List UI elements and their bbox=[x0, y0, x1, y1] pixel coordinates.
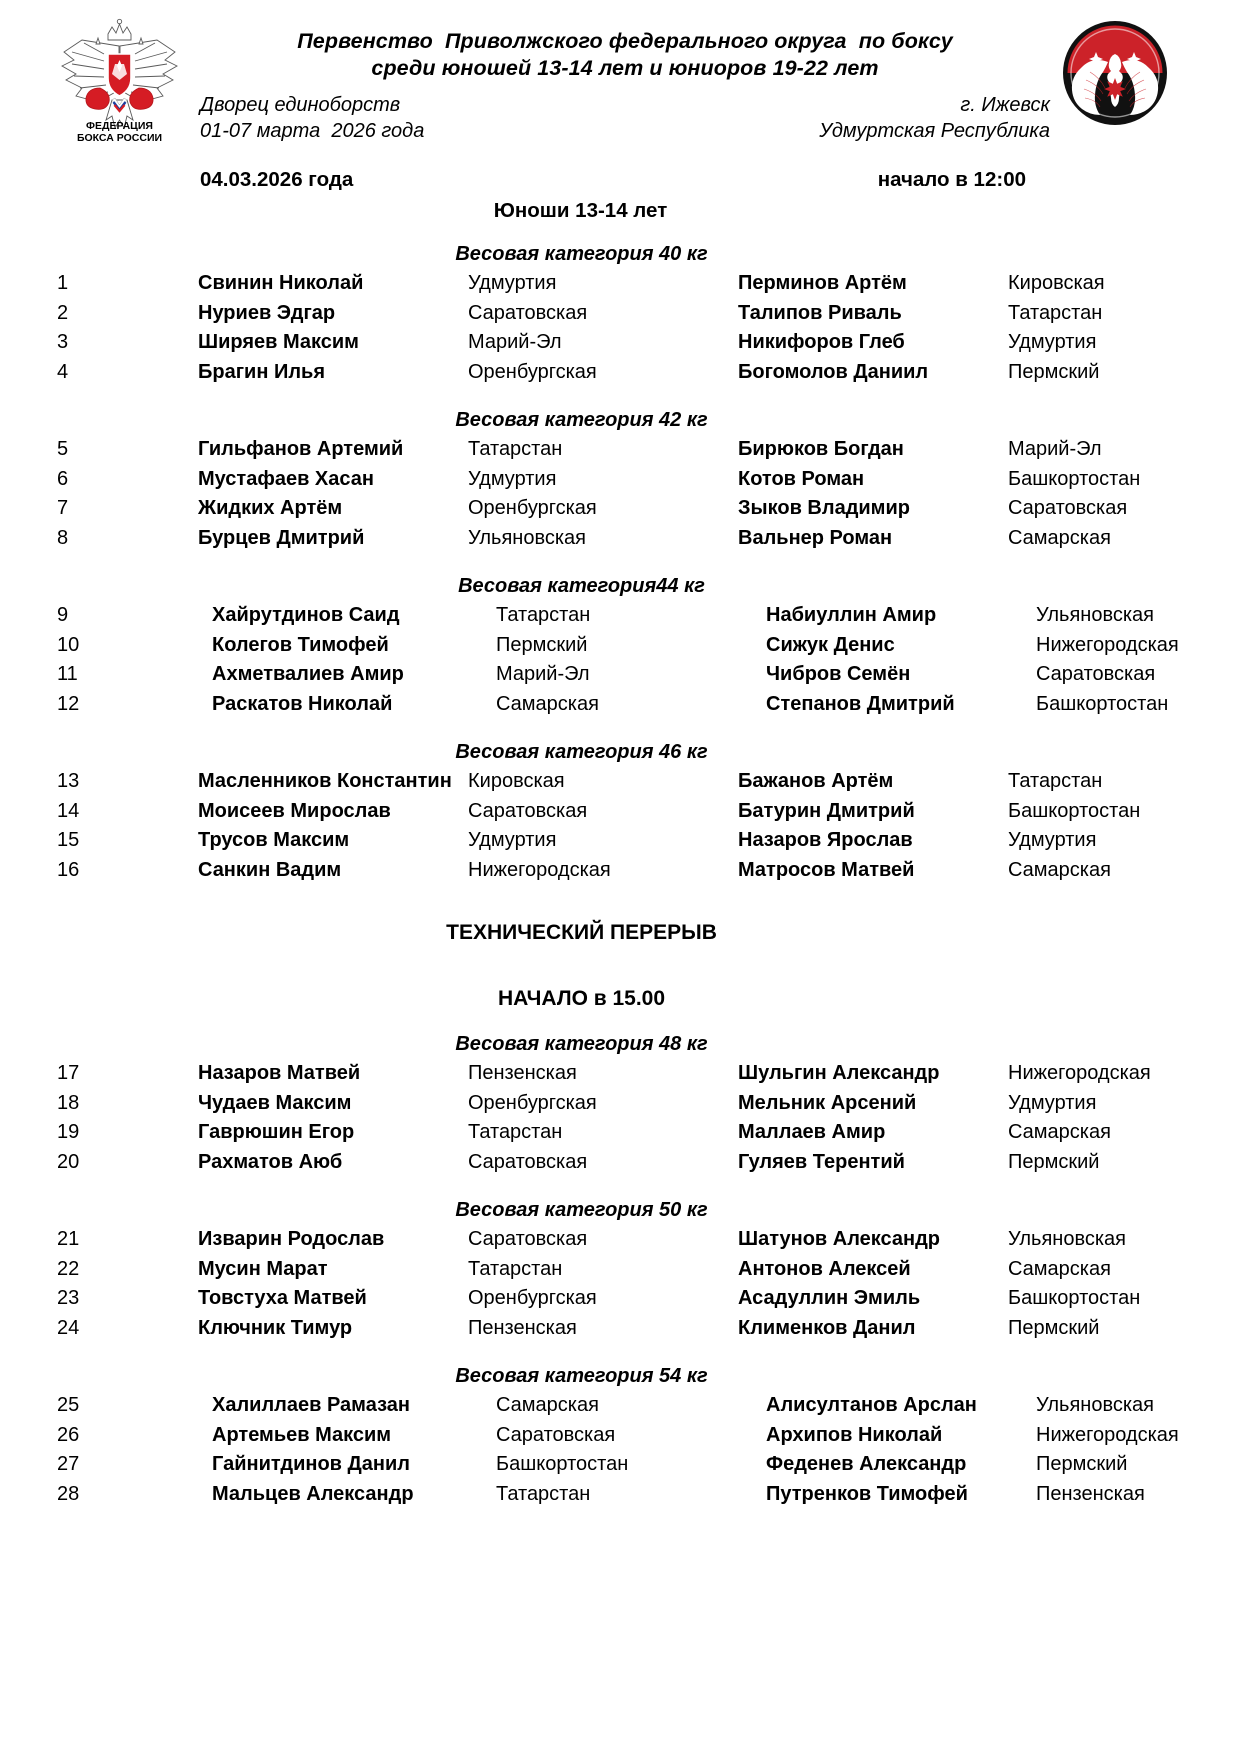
federation-caption-line1: ФЕДЕРАЦИЯ bbox=[86, 120, 153, 132]
blue-corner-region: Ульяновская bbox=[1036, 1394, 1154, 1416]
blue-corner-name: Перминов Артём bbox=[738, 272, 907, 294]
document-header bbox=[0, 0, 1241, 160]
bout-row bbox=[0, 1225, 1241, 1255]
red-corner-name: Моисеев Мирослав bbox=[198, 799, 391, 822]
bout-row bbox=[0, 1450, 1241, 1480]
weight-category-section bbox=[0, 741, 1241, 885]
red-corner-region: Пермский bbox=[496, 633, 588, 656]
bout-row bbox=[0, 1089, 1241, 1119]
blue-corner-name: Бирюков Богдан bbox=[738, 438, 904, 460]
blue-corner-name: Асадуллин Эмиль bbox=[738, 1287, 921, 1309]
weight-category-section bbox=[0, 1199, 1241, 1343]
red-corner-name: Раскатов Николай bbox=[212, 692, 393, 715]
blue-corner-name: Гуляев Терентий bbox=[738, 1150, 905, 1173]
red-corner-name: Гайнитдинов Данил bbox=[212, 1453, 410, 1475]
blue-corner-name: Архипов Николай bbox=[766, 1423, 943, 1446]
blue-corner-region: Пермский bbox=[1008, 1316, 1100, 1339]
blue-corner-region: Самарская bbox=[1008, 526, 1111, 549]
blue-corner-name: Феденев Александр bbox=[766, 1453, 967, 1475]
bout-number: 23 bbox=[57, 1287, 80, 1309]
red-corner-name: Назаров Матвей bbox=[198, 1062, 361, 1084]
red-corner-name: Изварин Родослав bbox=[198, 1228, 385, 1250]
bout-row bbox=[0, 1148, 1241, 1178]
bout-number: 1 bbox=[57, 272, 69, 294]
weight-category-title: Весовая категория 54 кг bbox=[455, 1365, 708, 1387]
red-corner-region: Татарстан bbox=[468, 1121, 563, 1143]
blue-corner-name: Котов Роман bbox=[738, 467, 865, 490]
weight-category-section bbox=[0, 1033, 1241, 1177]
red-corner-region: Саратовская bbox=[468, 301, 588, 324]
federation-caption-line2: БОКСА РОССИИ bbox=[76, 132, 163, 144]
bout-table bbox=[0, 1391, 1241, 1509]
blue-corner-region: Пермский bbox=[1036, 1453, 1128, 1475]
blue-corner-name: Набиуллин Амир bbox=[766, 604, 937, 626]
blue-corner-region: Саратовская bbox=[1008, 497, 1128, 519]
red-corner-region: Оренбургская bbox=[468, 360, 597, 383]
bout-number: 5 bbox=[57, 438, 69, 460]
red-corner-region: Самарская bbox=[496, 1394, 599, 1416]
bout-row bbox=[0, 435, 1241, 465]
red-corner-region: Саратовская bbox=[496, 1423, 616, 1446]
bout-number: 10 bbox=[57, 633, 80, 656]
city-name: г. Ижевск bbox=[960, 94, 1050, 116]
venue-row-2 bbox=[200, 118, 1050, 144]
event-title-line-1: Первенство Приволжского федерального округа по боксу bbox=[297, 29, 953, 53]
bout-number: 21 bbox=[57, 1228, 80, 1250]
red-corner-name: Чудаев Максим bbox=[198, 1091, 352, 1114]
blue-corner-name: Вальнер Роман bbox=[738, 526, 893, 549]
blue-corner-region: Пермский bbox=[1008, 360, 1100, 383]
bout-number: 27 bbox=[57, 1453, 80, 1475]
red-corner-region: Татарстан bbox=[496, 604, 591, 626]
session-datetime-row bbox=[0, 166, 1241, 194]
bout-number: 20 bbox=[57, 1150, 80, 1173]
red-corner-region: Оренбургская bbox=[468, 1287, 597, 1309]
bout-number: 4 bbox=[57, 360, 69, 383]
red-corner-name: Брагин Илья bbox=[198, 360, 326, 383]
blue-corner-region: Самарская bbox=[1008, 1121, 1111, 1143]
red-corner-name: Жидких Артём bbox=[198, 497, 343, 519]
blue-corner-name: Клименков Данил bbox=[738, 1316, 916, 1339]
red-corner-region: Кировская bbox=[468, 770, 565, 792]
event-dates: 01-07 марта 2026 года bbox=[200, 120, 425, 142]
bout-row bbox=[0, 1480, 1241, 1510]
bout-table bbox=[0, 1059, 1241, 1177]
red-corner-region: Оренбургская bbox=[468, 497, 597, 519]
red-corner-name: Ширяев Максим bbox=[198, 331, 359, 353]
weight-category-section bbox=[0, 1365, 1241, 1509]
bout-row bbox=[0, 826, 1241, 856]
bout-table bbox=[0, 435, 1241, 553]
blue-corner-name: Мельник Арсений bbox=[738, 1091, 917, 1114]
blue-corner-name: Чибров Семён bbox=[766, 663, 911, 685]
blue-corner-name: Бажанов Артём bbox=[738, 770, 894, 792]
bout-number: 18 bbox=[57, 1091, 80, 1114]
blue-corner-name: Матросов Матвей bbox=[738, 858, 915, 881]
bout-number: 11 bbox=[57, 663, 78, 685]
udmurt-republic-emblem bbox=[1060, 18, 1170, 128]
red-corner-region: Пензенская bbox=[468, 1062, 577, 1084]
red-corner-name: Халиллаев Рамазан bbox=[212, 1394, 410, 1416]
red-corner-region: Удмуртия bbox=[468, 272, 557, 294]
bout-row bbox=[0, 1118, 1241, 1148]
bout-number: 24 bbox=[57, 1316, 80, 1339]
blue-corner-region: Саратовская bbox=[1036, 663, 1156, 685]
blue-corner-name: Путренков Тимофей bbox=[766, 1482, 968, 1505]
red-corner-region: Пензенская bbox=[468, 1316, 577, 1339]
event-title-line-2: среди юношей 13-14 лет и юниоров 19-22 лет bbox=[371, 56, 879, 80]
red-corner-name: Бурцев Дмитрий bbox=[198, 526, 365, 549]
blue-corner-region: Башкортостан bbox=[1008, 467, 1141, 490]
bout-row bbox=[0, 328, 1241, 358]
boxing-federation-logo bbox=[52, 16, 187, 146]
blue-corner-name: Зыков Владимир bbox=[738, 497, 910, 519]
blue-corner-name: Антонов Алексей bbox=[738, 1257, 911, 1280]
red-corner-region: Башкортостан bbox=[496, 1453, 629, 1475]
weight-category-title: Весовая категория 42 кг bbox=[455, 409, 708, 431]
bout-number: 28 bbox=[57, 1482, 80, 1505]
bout-number: 17 bbox=[57, 1062, 80, 1084]
bout-number: 7 bbox=[57, 497, 69, 519]
red-corner-region: Удмуртия bbox=[468, 829, 557, 851]
red-corner-region: Марий-Эл bbox=[468, 331, 562, 353]
red-corner-name: Свинин Николай bbox=[198, 272, 364, 294]
blue-corner-region: Самарская bbox=[1008, 1257, 1111, 1280]
blue-corner-region: Пермский bbox=[1008, 1150, 1100, 1173]
bout-row bbox=[0, 299, 1241, 329]
red-corner-region: Саратовская bbox=[468, 799, 588, 822]
bout-row bbox=[0, 269, 1241, 299]
bout-row bbox=[0, 631, 1241, 661]
bout-table bbox=[0, 767, 1241, 885]
red-corner-name: Гильфанов Артемий bbox=[198, 438, 404, 460]
blue-corner-region: Татарстан bbox=[1008, 301, 1103, 324]
blue-corner-region: Пензенская bbox=[1036, 1482, 1145, 1505]
red-corner-name: Ключник Тимур bbox=[198, 1316, 353, 1339]
red-corner-name: Санкин Вадим bbox=[198, 858, 342, 881]
blue-corner-name: Сижук Денис bbox=[766, 633, 895, 656]
red-corner-region: Удмуртия bbox=[468, 467, 557, 490]
blue-corner-name: Назаров Ярослав bbox=[738, 829, 913, 851]
bout-row bbox=[0, 1314, 1241, 1344]
weight-category-title: Весовая категория 50 кг bbox=[455, 1199, 708, 1221]
bout-row bbox=[0, 797, 1241, 827]
blue-corner-region: Удмуртия bbox=[1008, 331, 1097, 353]
red-corner-name: Трусов Максим bbox=[198, 829, 350, 851]
resume-time-banner: НАЧАЛО в 15.00 bbox=[497, 987, 666, 1010]
red-corner-name: Товстуха Матвей bbox=[198, 1287, 367, 1309]
blue-corner-region: Башкортостан bbox=[1008, 1287, 1141, 1309]
bout-table bbox=[0, 601, 1241, 719]
blue-corner-region: Марий-Эл bbox=[1008, 438, 1102, 460]
bout-number: 16 bbox=[57, 858, 80, 881]
red-corner-region: Татарстан bbox=[468, 1257, 563, 1280]
event-title bbox=[200, 28, 1050, 82]
bout-row bbox=[0, 601, 1241, 631]
weight-category-section bbox=[0, 575, 1241, 719]
red-corner-region: Саратовская bbox=[468, 1228, 588, 1250]
blue-corner-name: Шульгин Александр bbox=[738, 1062, 940, 1084]
bout-number: 15 bbox=[57, 829, 80, 851]
weight-category-title: Весовая категория 46 кг bbox=[455, 741, 708, 763]
weight-category-section bbox=[0, 409, 1241, 553]
blue-corner-region: Нижегородская bbox=[1008, 1062, 1151, 1084]
bout-table bbox=[0, 1225, 1241, 1343]
blue-corner-name: Алисултанов Арслан bbox=[766, 1394, 977, 1416]
age-group-heading: Юноши 13-14 лет bbox=[493, 199, 668, 222]
red-corner-name: Рахматов Аюб bbox=[198, 1150, 343, 1173]
blue-corner-name: Степанов Дмитрий bbox=[766, 692, 955, 715]
red-corner-region: Оренбургская bbox=[468, 1091, 597, 1114]
red-corner-region: Нижегородская bbox=[468, 858, 611, 881]
blue-corner-name: Шатунов Александр bbox=[738, 1228, 941, 1250]
blue-corner-region: Татарстан bbox=[1008, 770, 1103, 792]
bout-row bbox=[0, 767, 1241, 797]
red-corner-name: Артемьев Максим bbox=[212, 1423, 392, 1446]
technical-break-banner: ТЕХНИЧЕСКИЙ ПЕРЕРЫВ bbox=[446, 921, 717, 944]
blue-corner-region: Кировская bbox=[1008, 272, 1105, 294]
red-corner-name: Ахметвалиев Амир bbox=[212, 663, 404, 685]
weight-category-title: Весовая категория 40 кг bbox=[455, 243, 708, 265]
blue-corner-name: Батурин Дмитрий bbox=[738, 799, 915, 822]
bout-row bbox=[0, 690, 1241, 720]
blue-corner-name: Богомолов Даниил bbox=[738, 360, 929, 383]
red-corner-name: Мальцев Александр bbox=[212, 1482, 414, 1505]
bout-table bbox=[0, 269, 1241, 387]
bout-row bbox=[0, 1391, 1241, 1421]
bout-row bbox=[0, 660, 1241, 690]
weight-category-title: Весовая категория 48 кг bbox=[455, 1033, 708, 1055]
bout-number: 3 bbox=[57, 331, 69, 353]
red-corner-name: Мустафаев Хасан bbox=[198, 467, 374, 490]
bout-number: 19 bbox=[57, 1121, 80, 1143]
bout-row bbox=[0, 1059, 1241, 1089]
bout-number: 6 bbox=[57, 467, 69, 490]
bout-row bbox=[0, 856, 1241, 886]
bout-row bbox=[0, 1255, 1241, 1285]
venue-name: Дворец единоборств bbox=[200, 94, 401, 116]
red-corner-region: Саратовская bbox=[468, 1150, 588, 1173]
bout-number: 9 bbox=[57, 604, 69, 626]
blue-corner-name: Никифоров Глеб bbox=[738, 331, 905, 353]
bout-number: 2 bbox=[57, 301, 69, 324]
red-corner-region: Марий-Эл bbox=[496, 663, 590, 685]
weight-category-sections bbox=[0, 243, 1241, 1509]
blue-corner-region: Ульяновская bbox=[1008, 1228, 1126, 1250]
blue-corner-region: Удмуртия bbox=[1008, 1091, 1097, 1114]
blue-corner-region: Удмуртия bbox=[1008, 829, 1097, 851]
blue-corner-name: Маллаев Амир bbox=[738, 1121, 886, 1143]
red-corner-region: Татарстан bbox=[496, 1482, 591, 1505]
red-corner-region: Самарская bbox=[496, 692, 599, 715]
region-name: Удмуртская Республика bbox=[819, 120, 1050, 142]
blue-corner-region: Башкортостан bbox=[1036, 692, 1169, 715]
bout-number: 13 bbox=[57, 770, 80, 792]
bout-row bbox=[0, 524, 1241, 554]
bout-number: 8 bbox=[57, 526, 69, 549]
red-corner-name: Масленников Константин bbox=[198, 770, 452, 792]
red-corner-region: Ульяновская bbox=[468, 526, 586, 549]
bout-row bbox=[0, 1284, 1241, 1314]
weight-category-title: Весовая категория44 кг bbox=[458, 575, 705, 597]
red-corner-name: Мусин Марат bbox=[198, 1257, 328, 1280]
bout-number: 25 bbox=[57, 1394, 80, 1416]
bout-row bbox=[0, 1421, 1241, 1451]
venue-location-block bbox=[200, 92, 1050, 144]
bout-row bbox=[0, 494, 1241, 524]
bout-number: 26 bbox=[57, 1423, 80, 1446]
blue-corner-name: Талипов Риваль bbox=[738, 301, 902, 324]
bout-number: 22 bbox=[57, 1257, 80, 1280]
red-corner-name: Гаврюшин Егор bbox=[198, 1121, 355, 1143]
bout-number: 14 bbox=[57, 799, 80, 822]
session-start-time: начало в 12:00 bbox=[877, 168, 1026, 191]
red-corner-name: Хайрутдинов Саид bbox=[212, 604, 400, 626]
bout-number: 12 bbox=[57, 692, 80, 715]
blue-corner-region: Самарская bbox=[1008, 858, 1111, 881]
weight-category-section bbox=[0, 243, 1241, 387]
red-corner-name: Нуриев Эдгар bbox=[198, 301, 336, 324]
blue-corner-region: Нижегородская bbox=[1036, 633, 1179, 656]
bout-row bbox=[0, 465, 1241, 495]
red-corner-region: Татарстан bbox=[468, 438, 563, 460]
blue-corner-region: Нижегородская bbox=[1036, 1423, 1179, 1446]
blue-corner-region: Ульяновская bbox=[1036, 604, 1154, 626]
red-corner-name: Колегов Тимофей bbox=[212, 633, 389, 656]
blue-corner-region: Башкортостан bbox=[1008, 799, 1141, 822]
session-date: 04.03.2026 года bbox=[200, 168, 354, 191]
bout-row bbox=[0, 358, 1241, 388]
venue-row-1 bbox=[200, 92, 1050, 118]
